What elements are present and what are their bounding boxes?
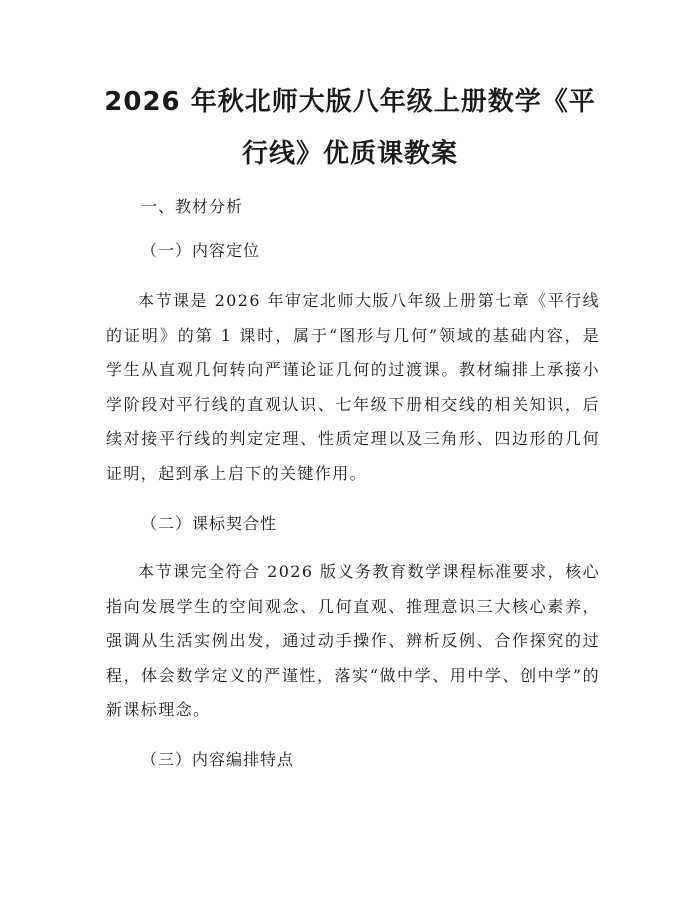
subsection-heading-content-positioning: （一）内容定位 bbox=[141, 241, 261, 260]
paragraph-curriculum-fit: 本节课完全符合 2026 版义务教育数学课程标准要求，核心指向发展学生的空间观念、几何直观、推理意识三大核心素养，强调从生活实例出发，通过动手操作、辨析反例、合作探究的过程，体会数学定义的严谨性，落实“做中学、用中学、创中学”的新课标理念。 bbox=[106, 562, 600, 719]
document-title: 2026 年秋北师大版八年级上册数学《平行线》优质课教案 bbox=[104, 87, 596, 169]
paragraph-content-positioning: 本节课是 2026 年审定北师大版八年级上册第七章《平行线的证明》的第 1 课时，属于“图形与几何”领域的基础内容，是学生从直观几何转向严谨论证几何的过渡课。教材编排上承接小学阶段对平行线的直观认识、七年级下册相交线的相关知识，后续对接平行线的判定定理、性质定理以及三角形、四边形的几何证明，起到承上启下的关键作用。 bbox=[106, 291, 600, 483]
subsection-heading-content-arrangement: （三）内容编排特点 bbox=[141, 750, 295, 769]
subsection-heading-curriculum-fit: （二）课标契合性 bbox=[141, 514, 278, 533]
section-heading-teaching-material-analysis: 一、教材分析 bbox=[141, 197, 244, 216]
